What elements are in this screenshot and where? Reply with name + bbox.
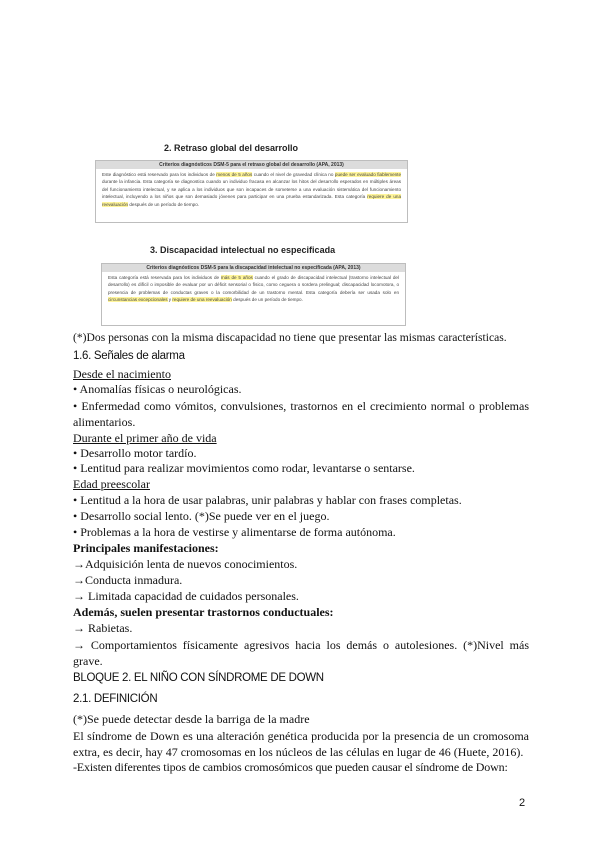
list-item: • Enfermedad como vómitos, convulsiones, trastornos en el crecimiento normal o problemas alimentarios.: [73, 399, 529, 429]
list-item: → Comportamientos físicamente agresivos hacia los demás o autolesiones. (*)Nivel más grave.: [73, 638, 529, 668]
definition-paragraph: El síndrome de Down es una alteración genética producida por la presencia de un cromosoma extra, es decir, hay 47 cromosomas en los núcleos de las células en lugar de 46 (Huete, 2016).: [73, 729, 529, 759]
subheading-preschool: Edad preescolar: [73, 477, 150, 491]
list-item: • Problemas a la hora de vestirse y alimentarse de forma autónoma.: [73, 525, 396, 539]
section-heading-1-6: 1.6. Señales de alarma: [73, 350, 185, 362]
types-intro: -Existen diferentes tipos de cambios cromosómicos que pueden causar el síndrome de Down:: [73, 760, 508, 774]
list-item: → Limitada capacidad de cuidados personales.: [73, 589, 299, 603]
figure-1-table-body: Este diagnóstico está reservado para los individuos de menos de 5 años cuando el nivel de gravedad clínica no puede ser evaluado fiablemente durante la infancia. Esta categoría se diagnostica cuando un individuo fracasa en alcanzar los hitos del desarrollo esperados en múltiples áreas del funcionamiento intelectual, y se aplica a los individuos que son incapaces de someterse a una evaluación sistemática del funcionamiento intelectual, incluyendo a los niños que son demasiado jóvenes para participar en una prueba estandarizada. Esta categoría requiere de una reevaluación después de un período de tiempo.: [102, 172, 402, 207]
list-item: →Conducta inmadura.: [73, 573, 183, 587]
figure-2-table: [101, 263, 406, 326]
list-item: • Desarrollo motor tardío.: [73, 446, 197, 460]
subheading-main-manifestations: Principales manifestaciones:: [73, 541, 219, 555]
subheading-birth: Desde el nacimiento: [73, 367, 171, 381]
page-number: 2: [519, 797, 526, 809]
figure-2-title: 3. Discapacidad intelectual no especificada: [150, 245, 336, 255]
note-same-disability: (*)Dos personas con la misma discapacidad no tiene que presentar las mismas características.: [73, 331, 507, 344]
list-item: • Lentitud a la hora de usar palabras, unir palabras y hablar con frases completas.: [73, 493, 462, 507]
section-heading-2-1: 2.1. DEFINICIÓN: [73, 693, 158, 705]
subheading-behavioral-disorders: Además, suelen presentar trastornos conductuales:: [73, 605, 334, 619]
figure-1-table-header: Criterios diagnósticos DSM-5 para el retraso global del desarrollo (APA, 2013): [96, 161, 407, 169]
list-item: • Desarrollo social lento. (*)Se puede ver en el juego.: [73, 509, 330, 523]
figure-1-title: 2. Retraso global del desarrollo: [164, 143, 299, 153]
list-item: → Rabietas.: [73, 621, 133, 635]
block-2-heading: BLOQUE 2. EL NIÑO CON SÍNDROME DE DOWN: [73, 672, 324, 684]
figure-1-table: [95, 160, 408, 223]
note-detect-womb: (*)Se puede detectar desde la barriga de la madre: [73, 712, 310, 726]
list-item: • Anomalías físicas o neurológicas.: [73, 382, 242, 396]
figure-2-table-header: Criterios diagnósticos DSM-5 para la discapacidad intelectual no especificada (APA, 2013): [102, 264, 405, 272]
subheading-first-year: Durante el primer año de vida: [73, 431, 217, 445]
figure-2-table-body: Esta categoría está reservada para los individuos de más de 5 años cuando el grado de discapacidad intelectual (trastorno intelectual del desarrollo) es difícil o imposible de evaluar por un déficit sensorial o físico, como ceguera o sordera prelingual; discapacidad locomotora, o presencia de problemas de conductas graves o la comorbilidad de un trastorno mental. Esta categoría debería ser usada solo en circunstancias excepcionales y requiere de una reevaluación después de un período de tiempo.: [108, 275, 399, 303]
list-item: • Lentitud para realizar movimientos como rodar, levantarse o sentarse.: [73, 461, 415, 475]
list-item: →Adquisición lenta de nuevos conocimientos.: [73, 557, 298, 571]
